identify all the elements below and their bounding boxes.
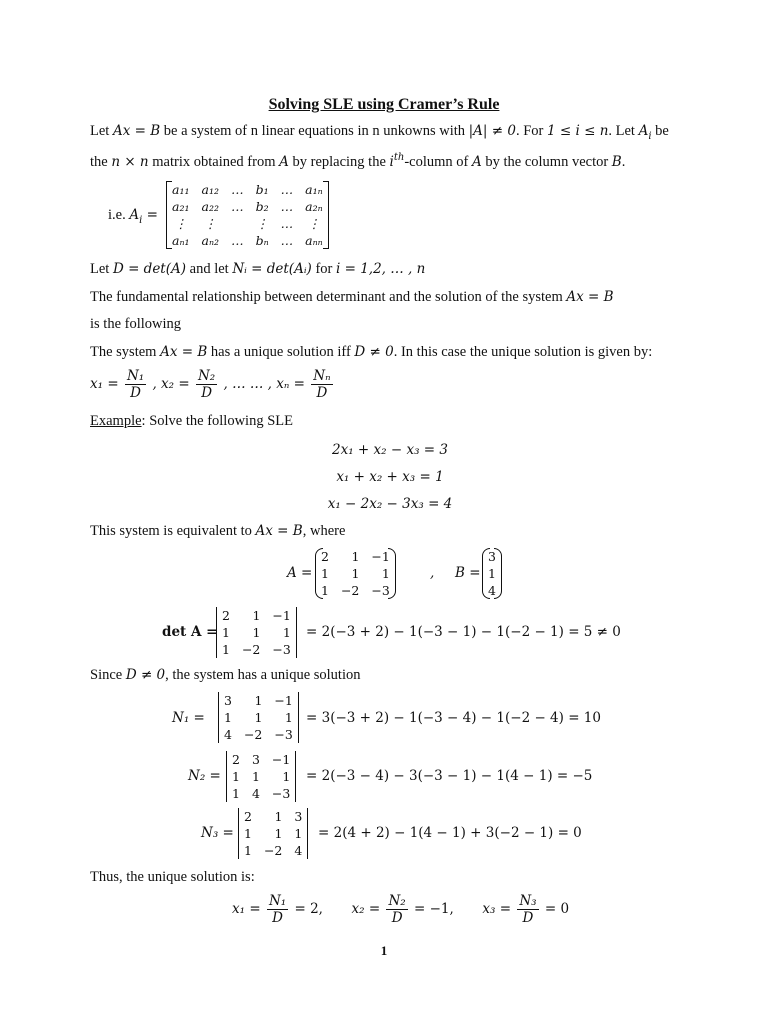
matrix-cell: 2 [232, 752, 240, 767]
math: A [638, 123, 649, 139]
math: i = 1,2, … , n [335, 261, 426, 277]
matrix-cell: 3 [294, 809, 303, 824]
n2-label: N₂ = [188, 768, 221, 784]
text: . [621, 153, 626, 170]
matrix-row [166, 215, 329, 232]
left-paren [482, 548, 490, 599]
matrix-cell: 1 [232, 786, 240, 801]
matrix-cell: −1 [272, 608, 291, 623]
matrix-cell: a₂ₙ [305, 199, 323, 214]
det-a-expansion: = 2(−3 + 2) − 1(−3 − 1) − 1(−2 − 1) = 5 ≠ 0 [306, 624, 621, 640]
matrix-table [238, 808, 308, 859]
matrix-cell: a₂₂ [201, 199, 220, 214]
matrix-cell: a₁ₙ [305, 182, 323, 197]
since-line [90, 668, 360, 684]
math: 1 ≤ i ≤ n [547, 123, 609, 139]
matrix-row [238, 825, 308, 842]
equation-2: x₁ + x₂ + x₃ = 1 [336, 469, 444, 485]
matrix-row [166, 198, 329, 215]
text: has a unique solution iff [207, 344, 355, 360]
matrix-row [218, 709, 299, 726]
text: Let [90, 261, 113, 277]
left-bracket [166, 181, 172, 249]
left-bar [238, 808, 239, 859]
numerator: N₃ [519, 893, 537, 909]
matrix-table [315, 548, 396, 599]
matrix-cell: ⋮ [255, 216, 269, 231]
matrix-cell: 1 [224, 710, 232, 725]
matrix-table [226, 751, 296, 802]
right-bar [295, 751, 296, 802]
matrix-row [226, 768, 296, 785]
text: Since [90, 667, 126, 683]
matrix-row [166, 232, 329, 249]
matrix-table [216, 607, 297, 658]
n1-label: N₁ = [172, 710, 205, 726]
fraction [517, 893, 538, 926]
math: D ≠ 0 [354, 344, 394, 360]
cramer-formula [90, 368, 335, 401]
matrix-cell: 1 [244, 843, 252, 858]
text: The fundamental relationship between determinant and the solution of the system [90, 289, 567, 305]
x1-label: x₁ = [90, 376, 119, 393]
matrix-row [218, 692, 299, 709]
x2-value: = −1, [414, 901, 454, 918]
matrix-cell: −1 [271, 752, 291, 767]
matrix-row [315, 548, 396, 565]
left-bar [226, 751, 227, 802]
matrix-cell: 4 [224, 727, 232, 742]
matrix-cell: 3 [224, 693, 232, 708]
matrix-cell: … [280, 233, 294, 248]
matrix-cell [225, 215, 250, 232]
numerator: N₂ [388, 893, 406, 909]
comma: , [430, 565, 435, 581]
matrix-cell: b₂ [255, 199, 269, 214]
matrix-cell: 3 [251, 752, 260, 767]
numerator: N₂ [197, 368, 216, 384]
matrix-cell: 4 [251, 786, 260, 801]
text: by replacing the [288, 153, 390, 170]
page-number: 1 [380, 943, 388, 958]
math: D ≠ 0 [125, 667, 166, 683]
matrix-cell: −3 [371, 583, 390, 598]
matrix-cell: … [280, 216, 294, 231]
matrix-cell: … [231, 182, 244, 197]
n3-label: N₃ = [201, 825, 234, 841]
a-matrix [315, 548, 396, 599]
matrix-cell: 1 [254, 693, 263, 708]
matrix-row [166, 181, 329, 198]
matrix-cell: 1 [244, 826, 252, 841]
math: i [389, 153, 394, 170]
equation-1: 2x₁ + x₂ − x₃ = 3 [332, 442, 448, 458]
matrix-row [216, 641, 297, 658]
matrix-cell: 1 [284, 710, 293, 725]
matrix-cell: 1 [232, 769, 240, 784]
n1-expansion: = 3(−3 + 2) − 1(−3 − 4) − 1(−2 − 4) = 10 [306, 710, 601, 726]
matrix-cell: … [231, 199, 244, 214]
matrix-cell: ⋮ [174, 216, 188, 231]
matrix-cell: 4 [294, 843, 303, 858]
matrix-cell: 1 [282, 625, 291, 640]
text: for [311, 261, 336, 277]
math: D = det(A) [112, 261, 187, 277]
x1-label: x₁ = [232, 901, 261, 918]
matrix-cell: 1 [294, 826, 303, 841]
matrix-row [238, 842, 308, 859]
matrix-cell: 1 [351, 549, 360, 564]
matrix-cell: 1 [254, 710, 263, 725]
matrix-cell: −3 [272, 642, 291, 657]
matrix-row [315, 582, 396, 599]
denominator: D [272, 910, 283, 927]
math: Ax = B [566, 289, 614, 305]
subscript: i [648, 130, 652, 142]
matrix-cell: … [280, 182, 294, 197]
ai-matrix [166, 181, 329, 249]
right-bar [298, 692, 299, 743]
equivalent-line [90, 524, 345, 540]
denominator: D [130, 385, 141, 402]
matrix-cell: −2 [340, 583, 360, 598]
example-line [90, 414, 293, 430]
numerator: N₁ [126, 368, 145, 384]
text: . In this case the unique solution is given by: [393, 344, 653, 360]
right-paren [388, 548, 396, 599]
math: B [611, 153, 622, 170]
intro-line-2 [90, 152, 625, 171]
text: , where [302, 523, 346, 539]
x2-label: , x₂ = [152, 376, 190, 393]
matrix-cell: aₙ₁ [172, 233, 190, 248]
matrix-cell: b₁ [255, 182, 269, 197]
x1-value: = 2, [294, 901, 323, 918]
matrix-cell: 1 [252, 608, 261, 623]
math: Ax = B [255, 523, 303, 539]
math: A [471, 153, 482, 170]
n2-expansion: = 2(−3 − 4) − 3(−3 − 1) − 1(4 − 1) = −5 [306, 768, 593, 784]
thus-line: Thus, the unique solution is: [90, 869, 255, 885]
math: = [142, 207, 158, 223]
numerator: N₁ [268, 893, 287, 909]
matrix-cell: aₙₙ [305, 233, 323, 248]
text: Let [90, 123, 113, 139]
ai-label [108, 208, 158, 226]
fraction [267, 893, 288, 926]
example-label: Example [90, 413, 142, 429]
subscript: i [139, 214, 143, 226]
fraction [196, 368, 217, 401]
matrix-row [315, 565, 396, 582]
text: the [90, 153, 112, 170]
matrix-cell: 1 [321, 583, 329, 598]
fraction [311, 368, 332, 401]
text: i.e. [108, 207, 130, 223]
denominator: D [316, 385, 328, 402]
matrix-row [216, 607, 297, 624]
right-bracket [323, 181, 329, 249]
matrix-cell: 1 [282, 769, 291, 784]
matrix-cell: a₁₂ [201, 182, 220, 197]
denominator: D [522, 910, 534, 927]
text: be [651, 123, 669, 139]
matrix-cell: … [231, 233, 244, 248]
fundamental-line-1 [90, 290, 614, 306]
matrix-cell: 2 [244, 809, 252, 824]
xn-label: , … … , xₙ = [223, 376, 305, 393]
matrix-cell: … [280, 199, 294, 214]
det-a-label: det A = [162, 624, 218, 640]
text: by the column vector [481, 153, 612, 170]
n2-matrix [226, 751, 296, 802]
matrix-cell: −2 [243, 727, 263, 742]
matrix-cell: 1 [488, 566, 496, 581]
text: matrix obtained from [148, 153, 280, 170]
intro-line-1 [90, 124, 669, 142]
page-title: Solving SLE using Cramer’s Rule [268, 96, 500, 113]
math: Nᵢ = det(Aᵢ) [232, 261, 312, 277]
text: The system [90, 344, 161, 360]
text: : Solve the following SLE [141, 413, 293, 429]
left-paren [315, 548, 323, 599]
fundamental-line-2: is the following [90, 316, 182, 332]
matrix-cell: −3 [274, 727, 293, 742]
matrix-table [166, 181, 329, 249]
a-label: A = [287, 565, 313, 581]
matrix-cell: −2 [263, 843, 283, 858]
n3-expansion: = 2(4 + 2) − 1(4 − 1) + 3(−2 − 1) = 0 [318, 825, 582, 841]
b-vector [482, 548, 502, 599]
math: Ax = B [160, 344, 208, 360]
x3-value: = 0 [544, 901, 570, 918]
matrix-cell: a₂₁ [172, 199, 190, 214]
text: and let [186, 261, 233, 277]
left-bar [216, 607, 217, 658]
matrix-cell: 2 [321, 549, 329, 564]
matrix-cell: 1 [252, 625, 261, 640]
matrix-cell: 1 [222, 625, 230, 640]
matrix-table [218, 692, 299, 743]
matrix-cell: 1 [321, 566, 329, 581]
x2-label: x₂ = [351, 901, 381, 918]
math: |A| ≠ 0 [468, 123, 516, 139]
matrix-cell: aₙ₂ [201, 233, 220, 248]
matrix-cell: ⋮ [307, 216, 321, 231]
math: A [129, 207, 140, 223]
math: n × n [111, 153, 149, 170]
matrix-cell: 1 [251, 769, 260, 784]
matrix-row [218, 726, 299, 743]
matrix-row [216, 624, 297, 641]
denominator: D [201, 385, 213, 402]
fraction [125, 368, 146, 401]
matrix-row [226, 785, 296, 802]
b-label: B = [455, 565, 481, 581]
left-bar [218, 692, 219, 743]
n3-matrix [238, 808, 308, 859]
numerator: Nₙ [313, 368, 331, 384]
matrix-row [238, 808, 308, 825]
text: -column of [404, 153, 472, 170]
matrix-cell: 1 [222, 642, 230, 657]
matrix-cell: a₁₁ [172, 182, 190, 197]
matrix-cell: bₙ [255, 233, 269, 248]
unique-solution-line [90, 345, 652, 361]
right-bar [307, 808, 308, 859]
fraction [386, 893, 407, 926]
math: A [279, 153, 289, 170]
right-paren [494, 548, 502, 599]
matrix-cell: 1 [351, 566, 360, 581]
text: . Let [608, 123, 639, 139]
matrix-cell: 1 [381, 566, 390, 581]
equation-3: x₁ − 2x₂ − 3x₃ = 4 [327, 496, 453, 512]
matrix-cell: 4 [488, 583, 496, 598]
definition-line [90, 262, 425, 278]
text: . For [515, 123, 547, 139]
text: be a system of n linear equations in n unkowns with [160, 123, 469, 139]
matrix-cell: −3 [271, 786, 291, 801]
matrix-cell: −2 [241, 642, 261, 657]
matrix-cell: −1 [274, 693, 293, 708]
matrix-cell: 2 [222, 608, 230, 623]
n1-matrix [218, 692, 299, 743]
matrix-cell: ⋮ [204, 216, 217, 231]
right-bar [296, 607, 297, 658]
superscript: th [393, 152, 405, 163]
matrix-cell: 3 [488, 549, 496, 564]
matrix-cell: 1 [274, 809, 283, 824]
matrix-cell: −1 [371, 549, 390, 564]
solution-formula [232, 893, 569, 926]
text: This system is equivalent to [90, 523, 256, 539]
matrix-row [226, 751, 296, 768]
det-a-matrix [216, 607, 297, 658]
matrix-cell: 1 [274, 826, 283, 841]
x3-label: x₃ = [482, 901, 512, 918]
math: Ax = B [112, 123, 161, 139]
denominator: D [391, 910, 403, 927]
text: , the system has a unique solution [165, 667, 361, 683]
